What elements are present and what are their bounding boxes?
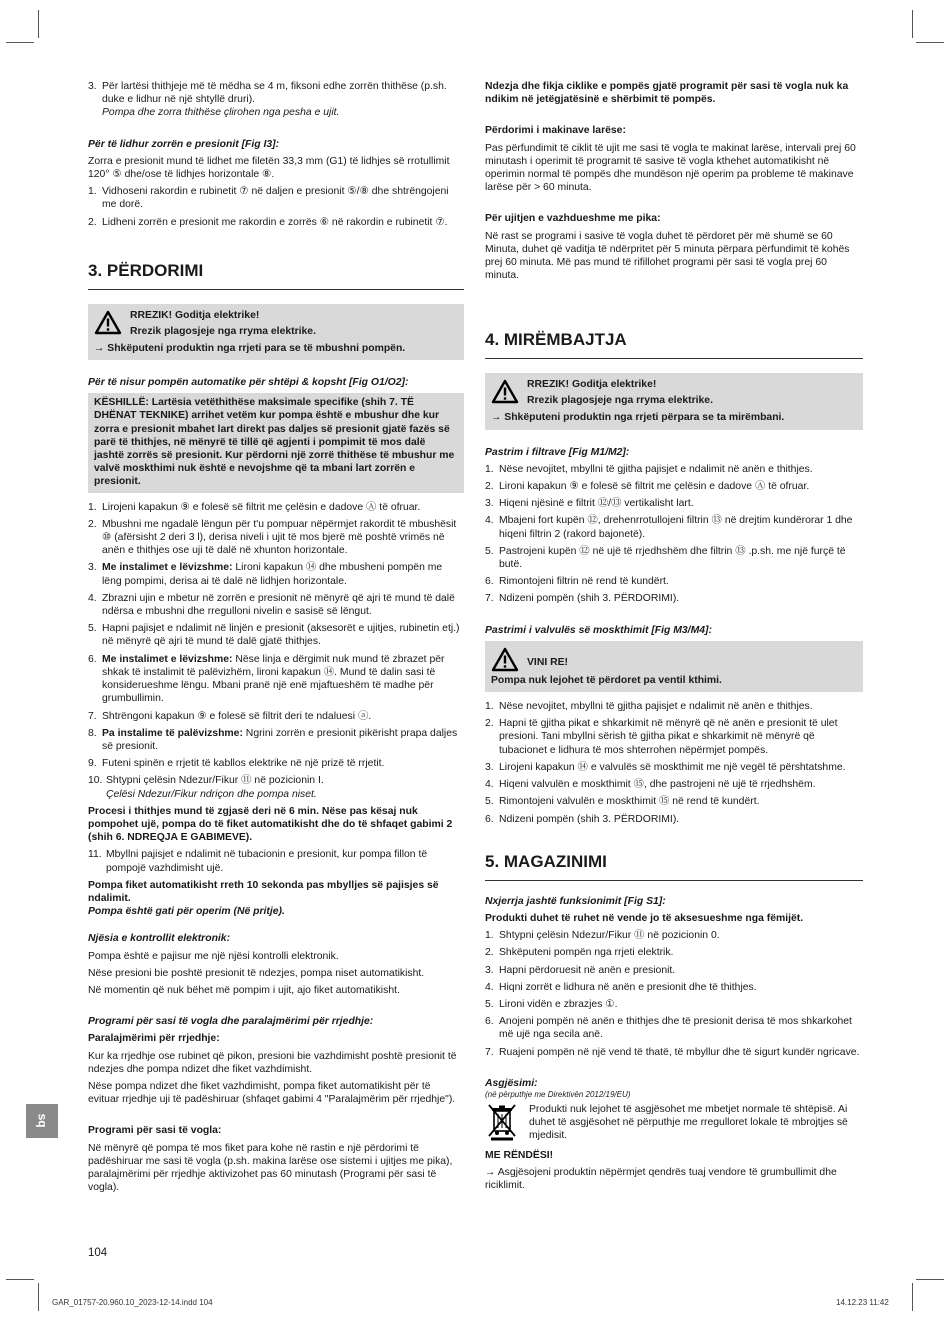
list-item: 3. Hapni përdoruesit në anën e presionit. bbox=[485, 964, 676, 976]
list-item: 2. Lidheni zorrën e presionit me rakordin e zorrës ⑥ në rakordin e rubinetit ⑦. bbox=[88, 216, 448, 228]
list-item: 5. Hapni pajisjet e ndalimit në linjën e presionit (aksesorët e ujitjes, rubinetin etj.) në mënyrë që ajri të mund të dalë gjatë thithjes. bbox=[88, 623, 460, 648]
program-heading: Programi për sasi të vogla dhe paralajmërimi për rrjedhje: bbox=[88, 1016, 374, 1028]
language-tab: sq bbox=[26, 1104, 58, 1138]
important-text: → Asgjësojeni produktin nëpërmjet qendrës tuaj vendore të grumbullimit dhe riciklimit. bbox=[485, 1166, 837, 1191]
decommission-steps bbox=[485, 929, 863, 1059]
print-slug-date: 14.12.23 11:42 bbox=[836, 1298, 889, 1307]
list-item: 9. Futeni spinën e rrjetit të kabllos elektrike në një prizë të rrjetit. bbox=[88, 758, 385, 770]
pressure-steps bbox=[88, 185, 464, 229]
drip-heading: Për ujitjen e vazhdueshme me pika: bbox=[485, 213, 661, 225]
paragraph: Pas përfundimit të ciklit të ujit me sasi të vogla te makinat larëse, intervali prej 60 minutash i operimit të programit të sasive të vogla kthehet automatikisht në operimin normal të pompës dhe mundëson një operim pa probleme të makinave larëse për > 60 minuta. bbox=[485, 142, 856, 194]
list-item: 1. Shtypni çelësin Ndezur/Fikur ⑪ në pozicionin 0. bbox=[485, 930, 720, 942]
washers-heading: Përdorimi i makinave larëse: bbox=[485, 125, 626, 137]
important-heading: ME RËNDËSI! bbox=[485, 1149, 554, 1161]
crop-mark bbox=[916, 42, 944, 43]
list-item: 10. Shtypni çelësin Ndezur/Fikur ⑪ në pozicionin I. Çelësi Ndezur/Fikur ndriçon dhe pompa niset. bbox=[88, 775, 324, 800]
danger-box bbox=[485, 373, 863, 429]
danger-title: RREZIK! Goditja elektrike! bbox=[527, 379, 657, 391]
danger-subtitle: Rrezik plagosjeje nga rryma elektrike. bbox=[527, 395, 713, 407]
caution-box bbox=[485, 641, 863, 692]
crop-mark bbox=[38, 10, 39, 38]
list-item: 2. Lironi kapakun ⑨ e folesë së filtrit me çelësin e dadove Ⓐ të ofruar. bbox=[485, 481, 810, 493]
section-title-maintenance: 4. MIRËMBAJTJA bbox=[485, 330, 863, 359]
warning-triangle-icon bbox=[94, 310, 122, 335]
control-unit-heading: Njësia e kontrollit elektronik: bbox=[88, 933, 231, 945]
paragraph: Pompa është e pajisur me një njësi kontrolli elektronik. bbox=[88, 950, 339, 962]
list-item: 6. Me instalimet e lëvizshme: Nëse linja e dërgimit nuk mund të zbrazet për shkak të instalimit të palëvizhëm, lironi kapakun ⑭. Mund të dalin sasi të konsiderueshme lëngu. Mbani pranë një enë mjaftueshëm të madhe për grumbullimin. bbox=[88, 653, 445, 705]
caution-text: Pompa nuk lejohet të përdoret pa ventil kthimi. bbox=[491, 674, 722, 686]
list-item: 4. Mbajeni fort kupën ⑫, drehenrrotullojeni filtrin ⑬ në drejtim kundërorar 1 dhe hiqeni filtrin 2 (rakord bajonetë). bbox=[485, 515, 853, 540]
list-item: 5. Pastrojeni kupën ⑫ në ujë të rrjedhshëm dhe filtrin ⑬ .p.sh. me një furçë të butë. bbox=[485, 545, 846, 571]
start-steps bbox=[88, 501, 464, 801]
list-item: 4. Hiqeni valvulën e moskthimit ⑮, dhe pastrojeni në ujë të rrjedhshëm. bbox=[485, 779, 816, 791]
list-item: 11. Mbyllni pajisjet e ndalimit në tubacionin e presionit, kur pompa fillon të pompojë vazhdimisht ujë. bbox=[88, 849, 428, 874]
crop-mark bbox=[912, 1283, 913, 1311]
left-column bbox=[88, 80, 464, 1198]
danger-action: → Shkëputeni produktin nga rrjeti përpara se ta mirëmbani. bbox=[491, 412, 785, 424]
paragraph: Në mënyrë që pompa të mos fiket para kohe në rastin e një përdorimi të padëshiruar me sasi të vogla (p.sh. makina larëse ose sistemi i ujitjes me pika), paralajmërimi për rrjedhje aktivizohet pas 60 minutash (Programi për sasi të vogla). bbox=[88, 1142, 453, 1194]
crop-mark bbox=[6, 42, 34, 43]
warning-triangle-icon bbox=[491, 647, 519, 672]
install-list-cont bbox=[88, 80, 464, 120]
crop-mark bbox=[912, 10, 913, 38]
list-item: 4. Hiqni zorrët e lidhura në anën e presionit dhe të thithjes. bbox=[485, 981, 757, 993]
disposal-directive: (në përputhje me Direktivën 2012/19/EU) bbox=[485, 1089, 631, 1099]
crossed-bin-icon bbox=[485, 1103, 519, 1141]
disposal-block bbox=[485, 1103, 863, 1143]
decommission-heading: Nxjerrja jashtë funksionimit [Fig S1]: bbox=[485, 895, 666, 907]
ready-note: Pompa është gati për operim (Në pritje). bbox=[88, 906, 285, 918]
list-item: 3. Lirojeni kapakun ⑭ e valvulës së moskthimit me një vegël të përshtatshme. bbox=[485, 761, 846, 773]
note: Çelësi Ndezur/Fikur ndriçon dhe pompa niset. bbox=[106, 788, 317, 800]
list-item: 3. Me instalimet e lëvizshme: Lironi kapakun ⑭ dhe mbusheni pompën me lëng pompimi, derisa ai të dalë në lidhjen horizontale. bbox=[88, 562, 443, 587]
small-qty-heading: Programi për sasi të vogla: bbox=[88, 1125, 222, 1137]
disposal-text: Produkti nuk lejohet të asgjësohet me mbetjet normale të shtëpisë. Ai duhet të asgjësohet në përputhje me rregulloret lokale të mbrojtjes së mjedisit. bbox=[529, 1103, 848, 1142]
valve-steps bbox=[485, 700, 863, 826]
list-item: 8. Pa instalime të palëvizshme: Ngrini zorrën e presionit pikërisht prapa daljes së presionit. bbox=[88, 727, 458, 752]
list-item: 6. Ndizeni pompën (shih 3. PËRDORIMI). bbox=[485, 813, 680, 825]
right-column bbox=[485, 80, 863, 1196]
filter-heading: Pastrim i filtrave [Fig M1/M2]: bbox=[485, 446, 630, 458]
list-item: 1. Nëse nevojitet, mbyllni të gjitha pajisjet e ndalimit në anën e thithjes. bbox=[485, 463, 813, 475]
list-item: 1. Nëse nevojitet, mbyllni të gjitha pajisjet e ndalimit në anën e thithjes. bbox=[485, 701, 813, 713]
pressure-hose-heading: Për të lidhur zorrën e presionit [Fig I3]: bbox=[88, 138, 280, 150]
danger-subtitle: Rrezik plagosjeje nga rryma elektrike. bbox=[130, 325, 316, 337]
crop-mark bbox=[6, 1279, 34, 1280]
disposal-heading: Asgjësimi: bbox=[485, 1077, 538, 1089]
list-item: 7. Ruajeni pompën në një vend të thatë, të mbyllur dhe të sigurt kundër ngricave. bbox=[485, 1046, 860, 1058]
list-item: 1. Lirojeni kapakun ⑨ e folesë së filtrit me çelësin e dadove Ⓐ të ofruar. bbox=[88, 501, 421, 513]
decommission-note: Produkti duhet të ruhet në vende jo të aksesueshme nga fëmijët. bbox=[485, 912, 804, 924]
danger-action: → Shkëputeni produktin nga rrjeti para se të mbushni pompën. bbox=[94, 342, 406, 354]
paragraph: Nëse presioni bie poshtë presionit të ndezjes, pompa niset automatikisht. bbox=[88, 967, 425, 979]
print-slug-file: GAR_01757-20.960.10_2023-12-14.indd 104 bbox=[52, 1298, 213, 1307]
list-item: 1. Vidhoseni rakordin e rubinetit ⑦ në daljen e presionit ⑤/⑧ dhe shtrëngojeni me dorë. bbox=[88, 186, 449, 211]
filter-steps bbox=[485, 463, 863, 606]
page-number: 104 bbox=[88, 1247, 108, 1259]
leak-heading: Paralajmërimi për rrjedhje: bbox=[88, 1033, 220, 1045]
list-item: 5. Rimontojeni valvulën e moskthimit ⑮ në rend të kundërt. bbox=[485, 796, 760, 808]
caution-title: VINI RE! bbox=[527, 656, 568, 668]
tip-box: KËSHILLË: Lartësia vetëthithëse maksimale specifike (shih 7. TË DHËNAT TEKNIKE) arrihet vetëm kur pompa është e mbushur dhe kur zorra e presionit mbahet lart direkt pas daljes së presionit gjatë fazës së parë të thithjes, në mënyrë të tillë që agjenti i pompimit të mos dalë jashtë zorrës së presionit. Kur përdorni një zorrë thithëse të mbushur me valvë moskthimi nuk është e nevojshme që ta mbani lart zorrën e presionit. bbox=[88, 393, 464, 492]
process-note: Procesi i thithjes mund të zgjasë deri në 6 min. Nëse pas kësaj nuk pompohet ujë, pompa do të fiket automatikisht dhe do të shfaqet gabimi 2 (shih 6. NDREQJA E GABIMEVE). bbox=[88, 805, 453, 844]
list-item: 2. Hapni të gjitha pikat e shkarkimit në mënyrë që në anën e presionit të ulet presioni. Tani mbyllni sërish të gjitha pikat e shkarkimit në mënyrë që tubacionet e lidhura të mos shterrohen nëpërmjet pompës. bbox=[485, 718, 838, 756]
paragraph: Në momentin që nuk bëhet më pompim i ujit, ajo fiket automatikisht. bbox=[88, 984, 400, 996]
danger-title: RREZIK! Goditja elektrike! bbox=[130, 309, 260, 321]
paragraph: Zorra e presionit mund të lidhet me filetën 33,3 mm (G1) të lidhjes së rrotullimit 120° ⑤ dhe/ose të lidhjes horizontale ⑧. bbox=[88, 155, 450, 181]
section-title-storage: 5. MAGAZINIMI bbox=[485, 852, 863, 881]
warning-triangle-icon bbox=[491, 379, 519, 404]
paragraph: Nëse pompa ndizet dhe fiket vazhdimisht, pompa fiket automatikisht për të evituar rrjedhje uji të padëshiruar (shfaqet gabimi 4 "Paralajmërim për rrjedhje"). bbox=[88, 1080, 456, 1106]
list-item: 6. Rimontojeni filtrin në rend të kundërt. bbox=[485, 576, 669, 588]
list-item: 2. Shkëputeni pompën nga rrjeti elektrik. bbox=[485, 947, 674, 959]
shutoff-note: Pompa fiket automatikisht rreth 10 sekonda pas mbylljes së pajisjes së ndalimit. bbox=[88, 879, 439, 904]
list-item: 7. Shtrëngoni kapakun ⑨ e folesë së filtrit deri te ndaluesi ⓐ. bbox=[88, 710, 372, 722]
paragraph: Në rast se programi i sasive të vogla duhet të përdoret për më shumë se 60 Minuta, duhet që vaditja të ndërpritet për 5 minuta përpara përfundimit të kohës prej 60 minuta. Më pas mund të rifillohet programi për sasi të vogla prej 60 minuta. bbox=[485, 230, 850, 282]
list-item: 6. Anojeni pompën në anën e thithjes dhe të presionit derisa të mos shkarkohet më ujë nga secila anë. bbox=[485, 1016, 852, 1041]
crop-mark bbox=[916, 1279, 944, 1280]
start-steps-cont bbox=[88, 848, 464, 874]
list-item: 4. Zbrazni ujin e mbetur në zorrën e presionit në mënyrë që ajri të mund të dalë ndërsa e mbushni dhe rregulloni nivelin e sasisë së lëngut. bbox=[88, 592, 455, 618]
valve-heading: Pastrimi i valvulës së moskthimit [Fig M3/M4]: bbox=[485, 624, 712, 636]
danger-box bbox=[88, 304, 464, 360]
list-item: 2. Mbushni me ngadalë lëngun për t'u pompuar nëpërmjet rakordit të mbushësit ⑩ (afërsisht 2 deri 3 l), derisa niveli i ujit të mos bjerë më poshtë vrimës në anën e thithjes ose uji të dalë në xhunton horizontale. bbox=[88, 518, 457, 557]
note: Pompa dhe zorra thithëse çlirohen nga pesha e ujit. bbox=[102, 107, 340, 119]
section-title-usage: 3. PËRDORIMI bbox=[88, 261, 464, 290]
list-item: 5. Lironi vidën e zbrazjes ①. bbox=[485, 998, 618, 1010]
list-item: 7. Ndizeni pompën (shih 3. PËRDORIMI). bbox=[485, 593, 680, 605]
start-pump-heading: Për të nisur pompën automatike për shtëpi & kopsht [Fig O1/O2]: bbox=[88, 377, 409, 389]
list-item: 3. Hiqeni njësinë e filtrit ⑫/⑬ vertikalisht lart. bbox=[485, 498, 694, 510]
list-item: 3. Për lartësi thithjeje më të mëdha se 4 m, fiksoni edhe zorrën thithëse (p.sh. duke e lidhur në një shtyllë druri). Pompa dhe zorra thithëse çlirohen nga pesha e ujit. bbox=[88, 81, 447, 119]
crop-mark bbox=[38, 1283, 39, 1311]
paragraph: Kur ka rrjedhje ose rubinet që pikon, presioni bie vazhdimisht poshtë presionit të ndezjes dhe pompa ndizet dhe fiket vazhdimisht. bbox=[88, 1050, 457, 1075]
intro-note: Ndezja dhe fikja ciklike e pompës gjatë programit për sasi të vogla nuk ka ndikim në jetëgjatësinë e shërbimit të pompës. bbox=[485, 81, 849, 106]
